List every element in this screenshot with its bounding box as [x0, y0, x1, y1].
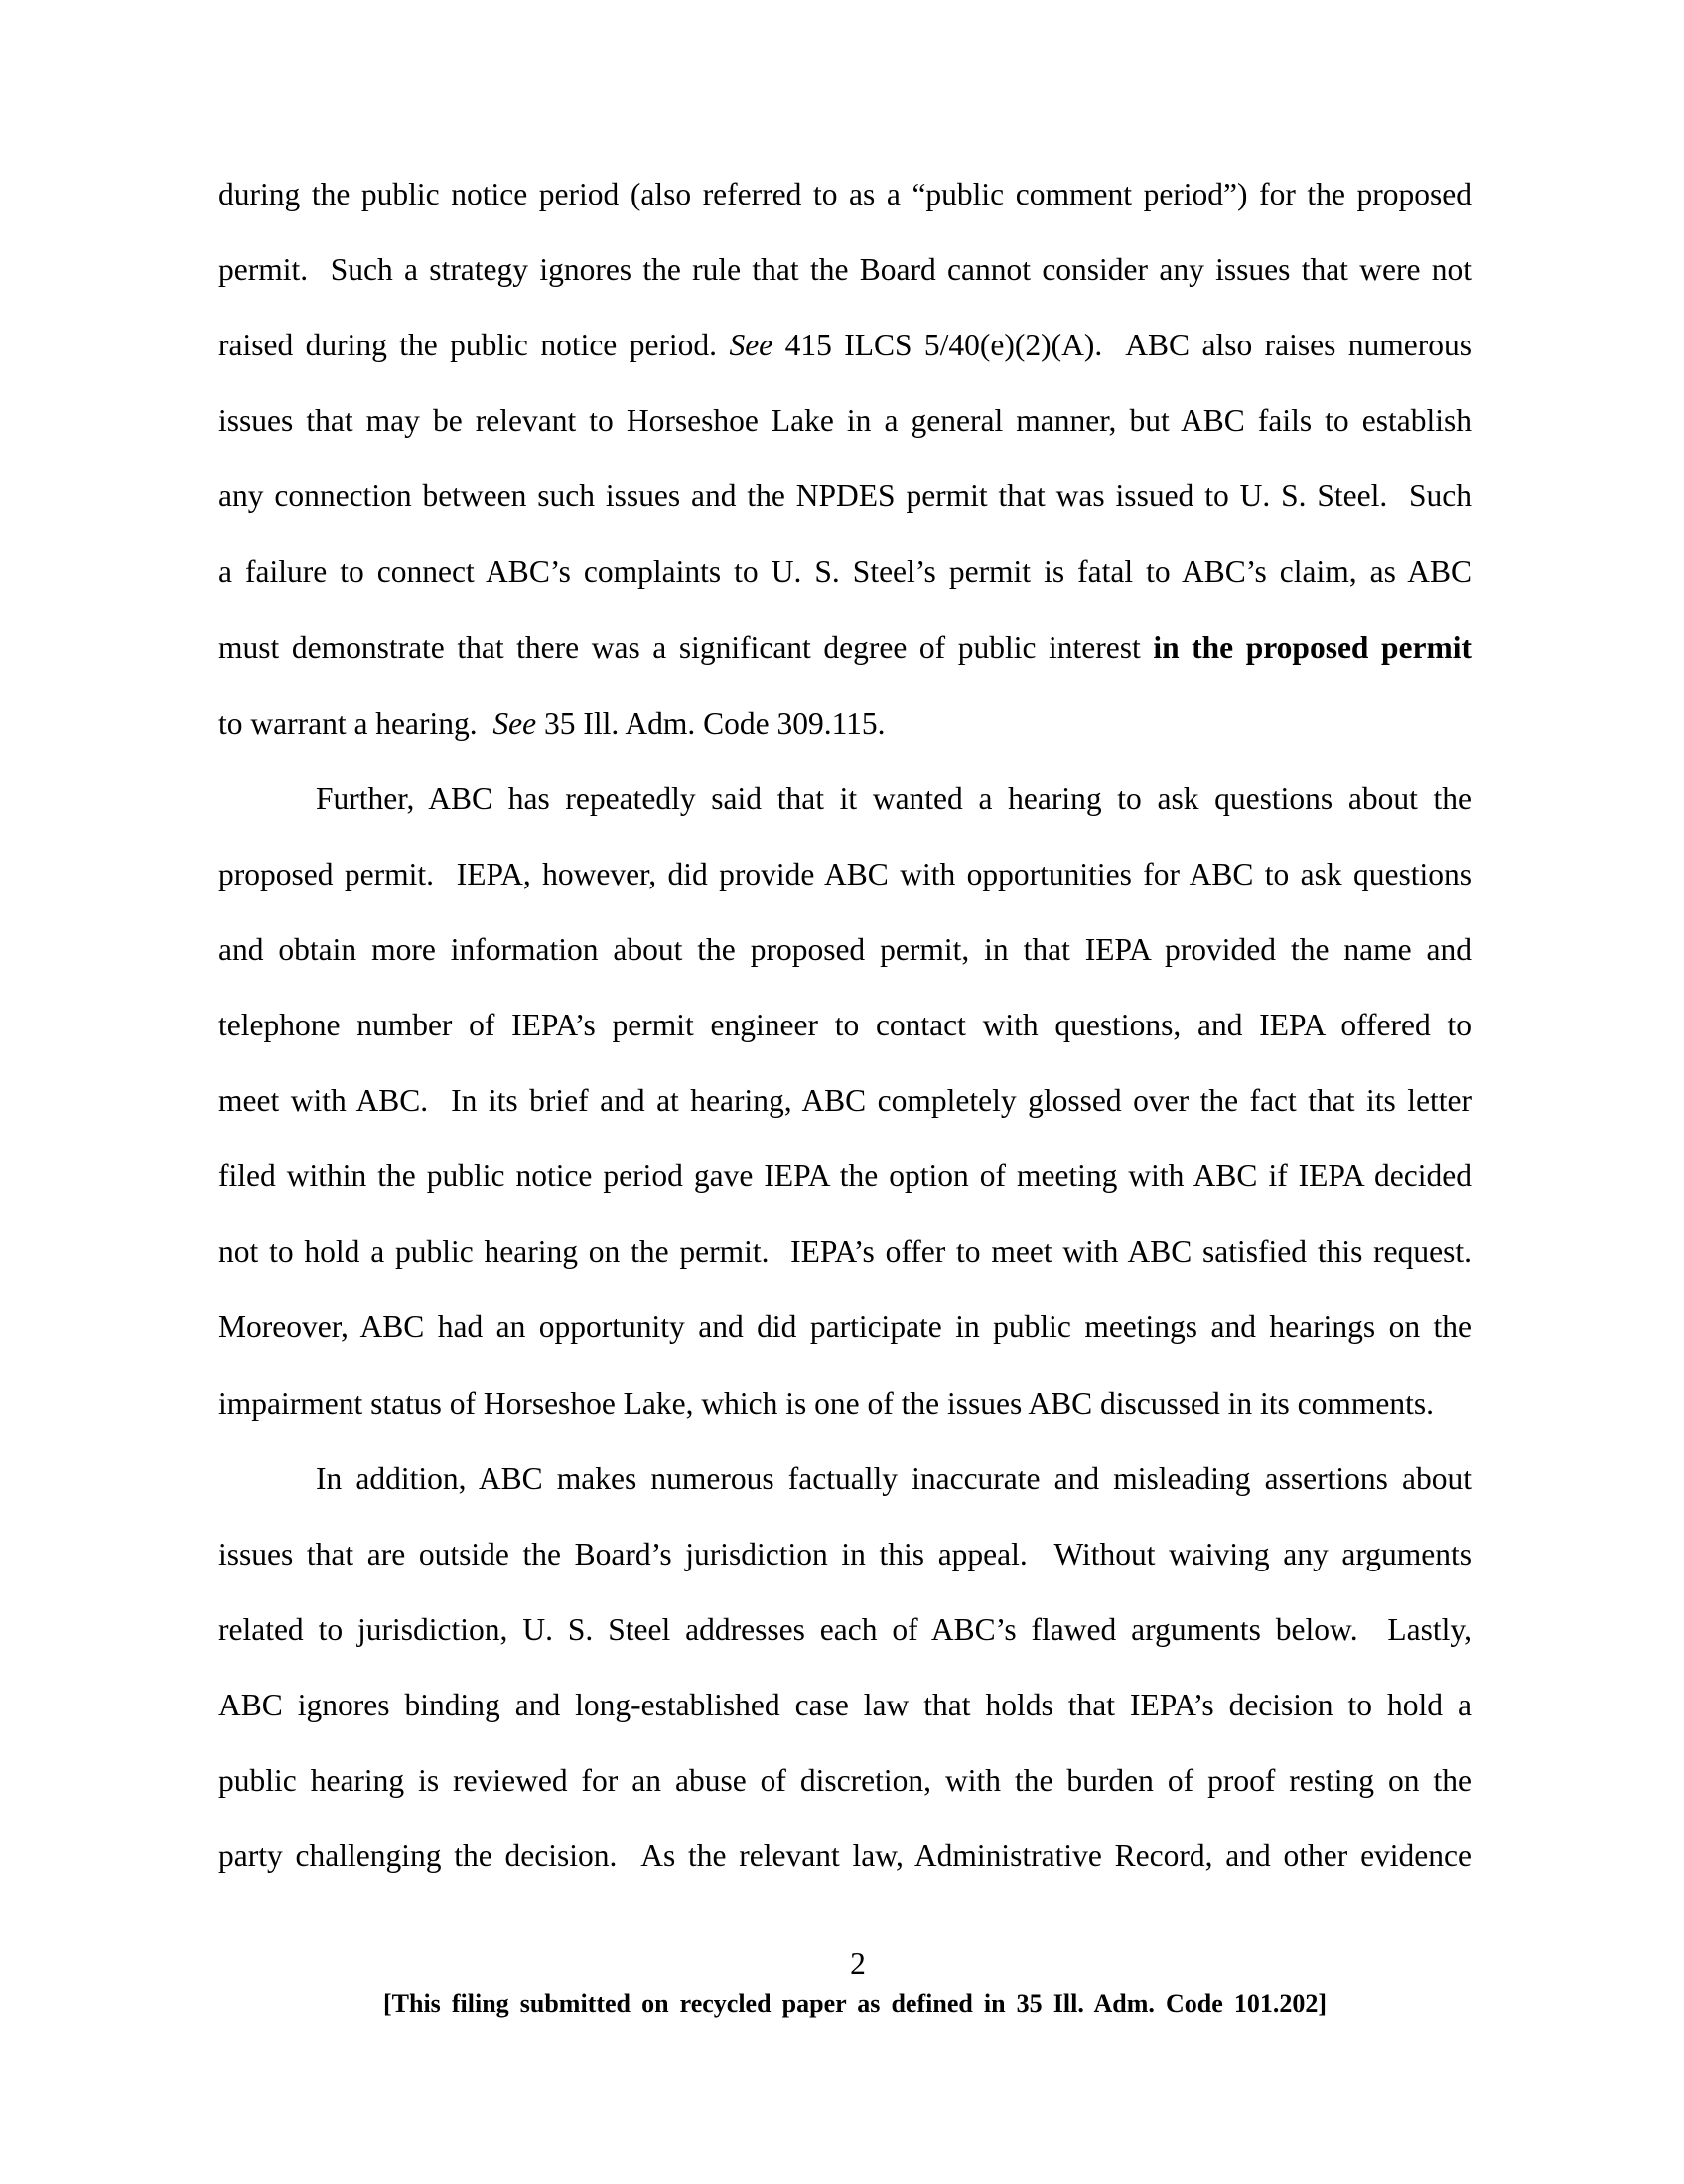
emphasis-bold: in the proposed permit — [1153, 629, 1472, 665]
text-segment: filed within the public notice period gave IEPA the option of meeting with ABC if IEPA decided — [218, 1159, 1472, 1194]
text-line — [218, 1006, 1472, 1081]
text-segment: related to jurisdiction, U. S. Steel addresses each of ABC’s flawed arguments below. Lastly, — [218, 1611, 1472, 1647]
text-segment: a failure to connect ABC’s complaints to U. S. Steel’s permit is fatal to ABC’s claim, as ABC — [218, 554, 1472, 590]
text-segment: In addition, ABC makes numerous factually inaccurate and misleading assertions about — [316, 1460, 1472, 1496]
text-line — [218, 326, 1472, 401]
text-segment: Further, ABC has repeatedly said that it wanted a hearing to ask questions about the — [316, 780, 1472, 816]
text-line — [218, 1232, 1472, 1307]
page-number — [0, 1944, 1684, 1983]
text-line — [218, 175, 1472, 250]
text-line — [218, 1081, 1472, 1157]
citation-signal-see: See — [492, 705, 537, 741]
text-line — [218, 1157, 1472, 1232]
text-segment: raised during the public notice period. — [218, 328, 730, 363]
text-segment: Moreover, ABC had an opportunity and did participate in public meetings and hearings on the — [218, 1309, 1472, 1345]
text-line — [218, 1761, 1472, 1837]
text-segment: party challenging the decision. As the relevant law, Administrative Record, and other evidence — [218, 1839, 1472, 1874]
text-line — [218, 1307, 1472, 1383]
text-line — [218, 477, 1472, 552]
text-segment: telephone number of IEPA’s permit engineer to contact with questions, and IEPA offered to — [218, 1008, 1472, 1043]
text-line — [218, 855, 1472, 930]
text-segment: and obtain more information about the proposed permit, in that IEPA provided the name and — [218, 931, 1472, 967]
text-line — [218, 1837, 1472, 1912]
text-segment: meet with ABC. In its brief and at hearing, ABC completely glossed over the fact that its letter — [218, 1083, 1472, 1119]
text-line — [218, 250, 1472, 326]
text-line — [218, 1686, 1472, 1761]
text-segment: during the public notice period (also referred to as a “public comment period”) for the proposed — [218, 177, 1472, 211]
text-line — [218, 401, 1472, 477]
body-text — [218, 175, 1472, 1912]
text-segment: must demonstrate that there was a significant degree of public interest — [218, 629, 1154, 665]
text-segment: issues that are outside the Board’s jurisdiction in this appeal. Without waiving any arguments — [218, 1536, 1472, 1571]
text-segment: 415 ILCS 5/40(e)(2)(A). ABC also raises numerous — [772, 328, 1472, 363]
text-line — [218, 704, 1472, 779]
text-line — [218, 552, 1472, 627]
text-segment: not to hold a public hearing on the permit. IEPA’s offer to meet with ABC satisfied this request. — [218, 1234, 1472, 1270]
text-segment: impairment status of Horseshoe Lake, which is one of the issues ABC discussed in its comments. — [218, 1385, 1434, 1421]
text-line-paragraph-start — [218, 779, 1472, 855]
text-segment: any connection between such issues and the NPDES permit that was issued to U. S. Steel. Such — [218, 478, 1472, 514]
text-line — [218, 628, 1472, 704]
text-line — [218, 1384, 1472, 1459]
text-segment: ABC ignores binding and long-established case law that holds that IEPA’s decision to hold a — [218, 1687, 1472, 1722]
page-number-value: 2 — [850, 1946, 866, 1980]
text-segment: public hearing is reviewed for an abuse of discretion, with the burden of proof resting on the — [218, 1762, 1472, 1798]
recycled-paper-footer: [This filing submitted on recycled paper as defined in 35 Ill. Adm. Code 101.202] — [383, 1989, 1327, 2018]
text-line — [218, 1535, 1472, 1610]
text-segment: proposed permit. IEPA, however, did provide ABC with opportunities for ABC to ask questions — [218, 856, 1472, 891]
text-segment: issues that may be relevant to Horseshoe Lake in a general manner, but ABC fails to establish — [218, 403, 1472, 439]
text-line — [218, 930, 1472, 1006]
text-segment: permit. Such a strategy ignores the rule that the Board cannot consider any issues that were not — [218, 252, 1472, 288]
citation-signal-see: See — [729, 328, 773, 363]
text-line-paragraph-start — [218, 1459, 1472, 1535]
text-segment: 35 Ill. Adm. Code 309.115. — [536, 705, 886, 741]
text-line — [218, 1610, 1472, 1686]
text-segment: to warrant a hearing. — [218, 705, 493, 741]
